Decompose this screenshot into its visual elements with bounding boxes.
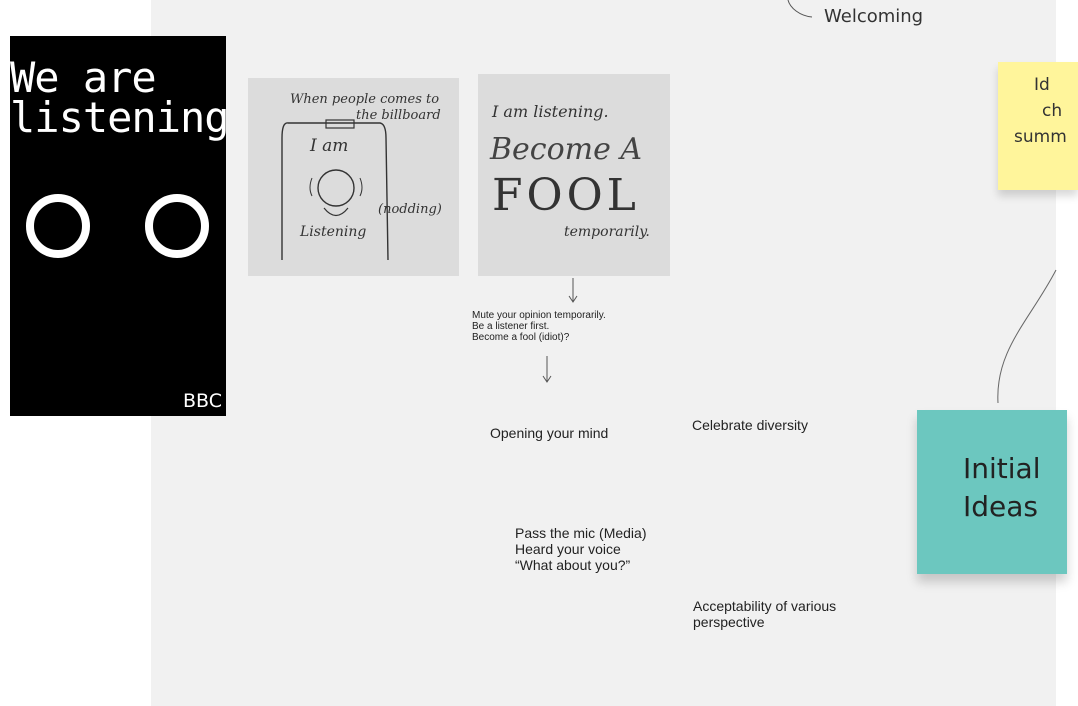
sticky-connector (998, 270, 1056, 403)
sticky-teal-line2: Ideas (963, 490, 1039, 523)
sketch-text-line1: I am listening. (492, 102, 609, 121)
sketch-image-fool[interactable] (478, 74, 670, 276)
poster-title: We are listening (10, 53, 229, 142)
sticky-note-initial-ideas[interactable] (917, 410, 1067, 574)
sketch-text-sign: I am (310, 136, 349, 156)
welcoming-connector (788, 0, 812, 17)
sketch-image-billboard[interactable] (248, 78, 459, 276)
note-mute-opinion[interactable]: Mute your opinion temporarily. Be a listener first. Become a fool (idiot)? (472, 310, 606, 343)
sketch-text-bottom: Listening (300, 224, 367, 240)
note-welcoming[interactable]: Welcoming (824, 6, 924, 27)
sketch-text-line2: Become A (490, 132, 643, 167)
sketch-text-line3: FOOL (492, 170, 640, 221)
sticky-yellow-line2: ch (1042, 101, 1063, 121)
poster-brand: BBC (182, 390, 222, 412)
left-eye-icon (26, 194, 90, 258)
sticky-note-yellow[interactable] (998, 62, 1078, 190)
sketch-text-line4: temporarily. (564, 224, 650, 240)
note-pass-mic[interactable]: Pass the mic (Media) Heard your voice “What about you?” (515, 525, 647, 573)
sketch-text-side: (nodding) (378, 202, 442, 217)
sticky-yellow-line1: Id (1034, 75, 1050, 95)
note-opening-mind[interactable]: Opening your mind (490, 425, 609, 441)
note-acceptability[interactable]: Acceptability of various perspective (693, 598, 837, 630)
note-celebrate-diversity[interactable]: Celebrate diversity (692, 417, 808, 433)
poster-image[interactable] (10, 36, 229, 416)
sticky-yellow-line3: summ (1014, 127, 1067, 147)
right-eye-icon (145, 194, 209, 258)
sketch-text-line2: the billboard (356, 108, 441, 123)
sketch-text-line1: When people comes to (290, 92, 440, 107)
sticky-teal-line1: Initial (963, 452, 1041, 485)
